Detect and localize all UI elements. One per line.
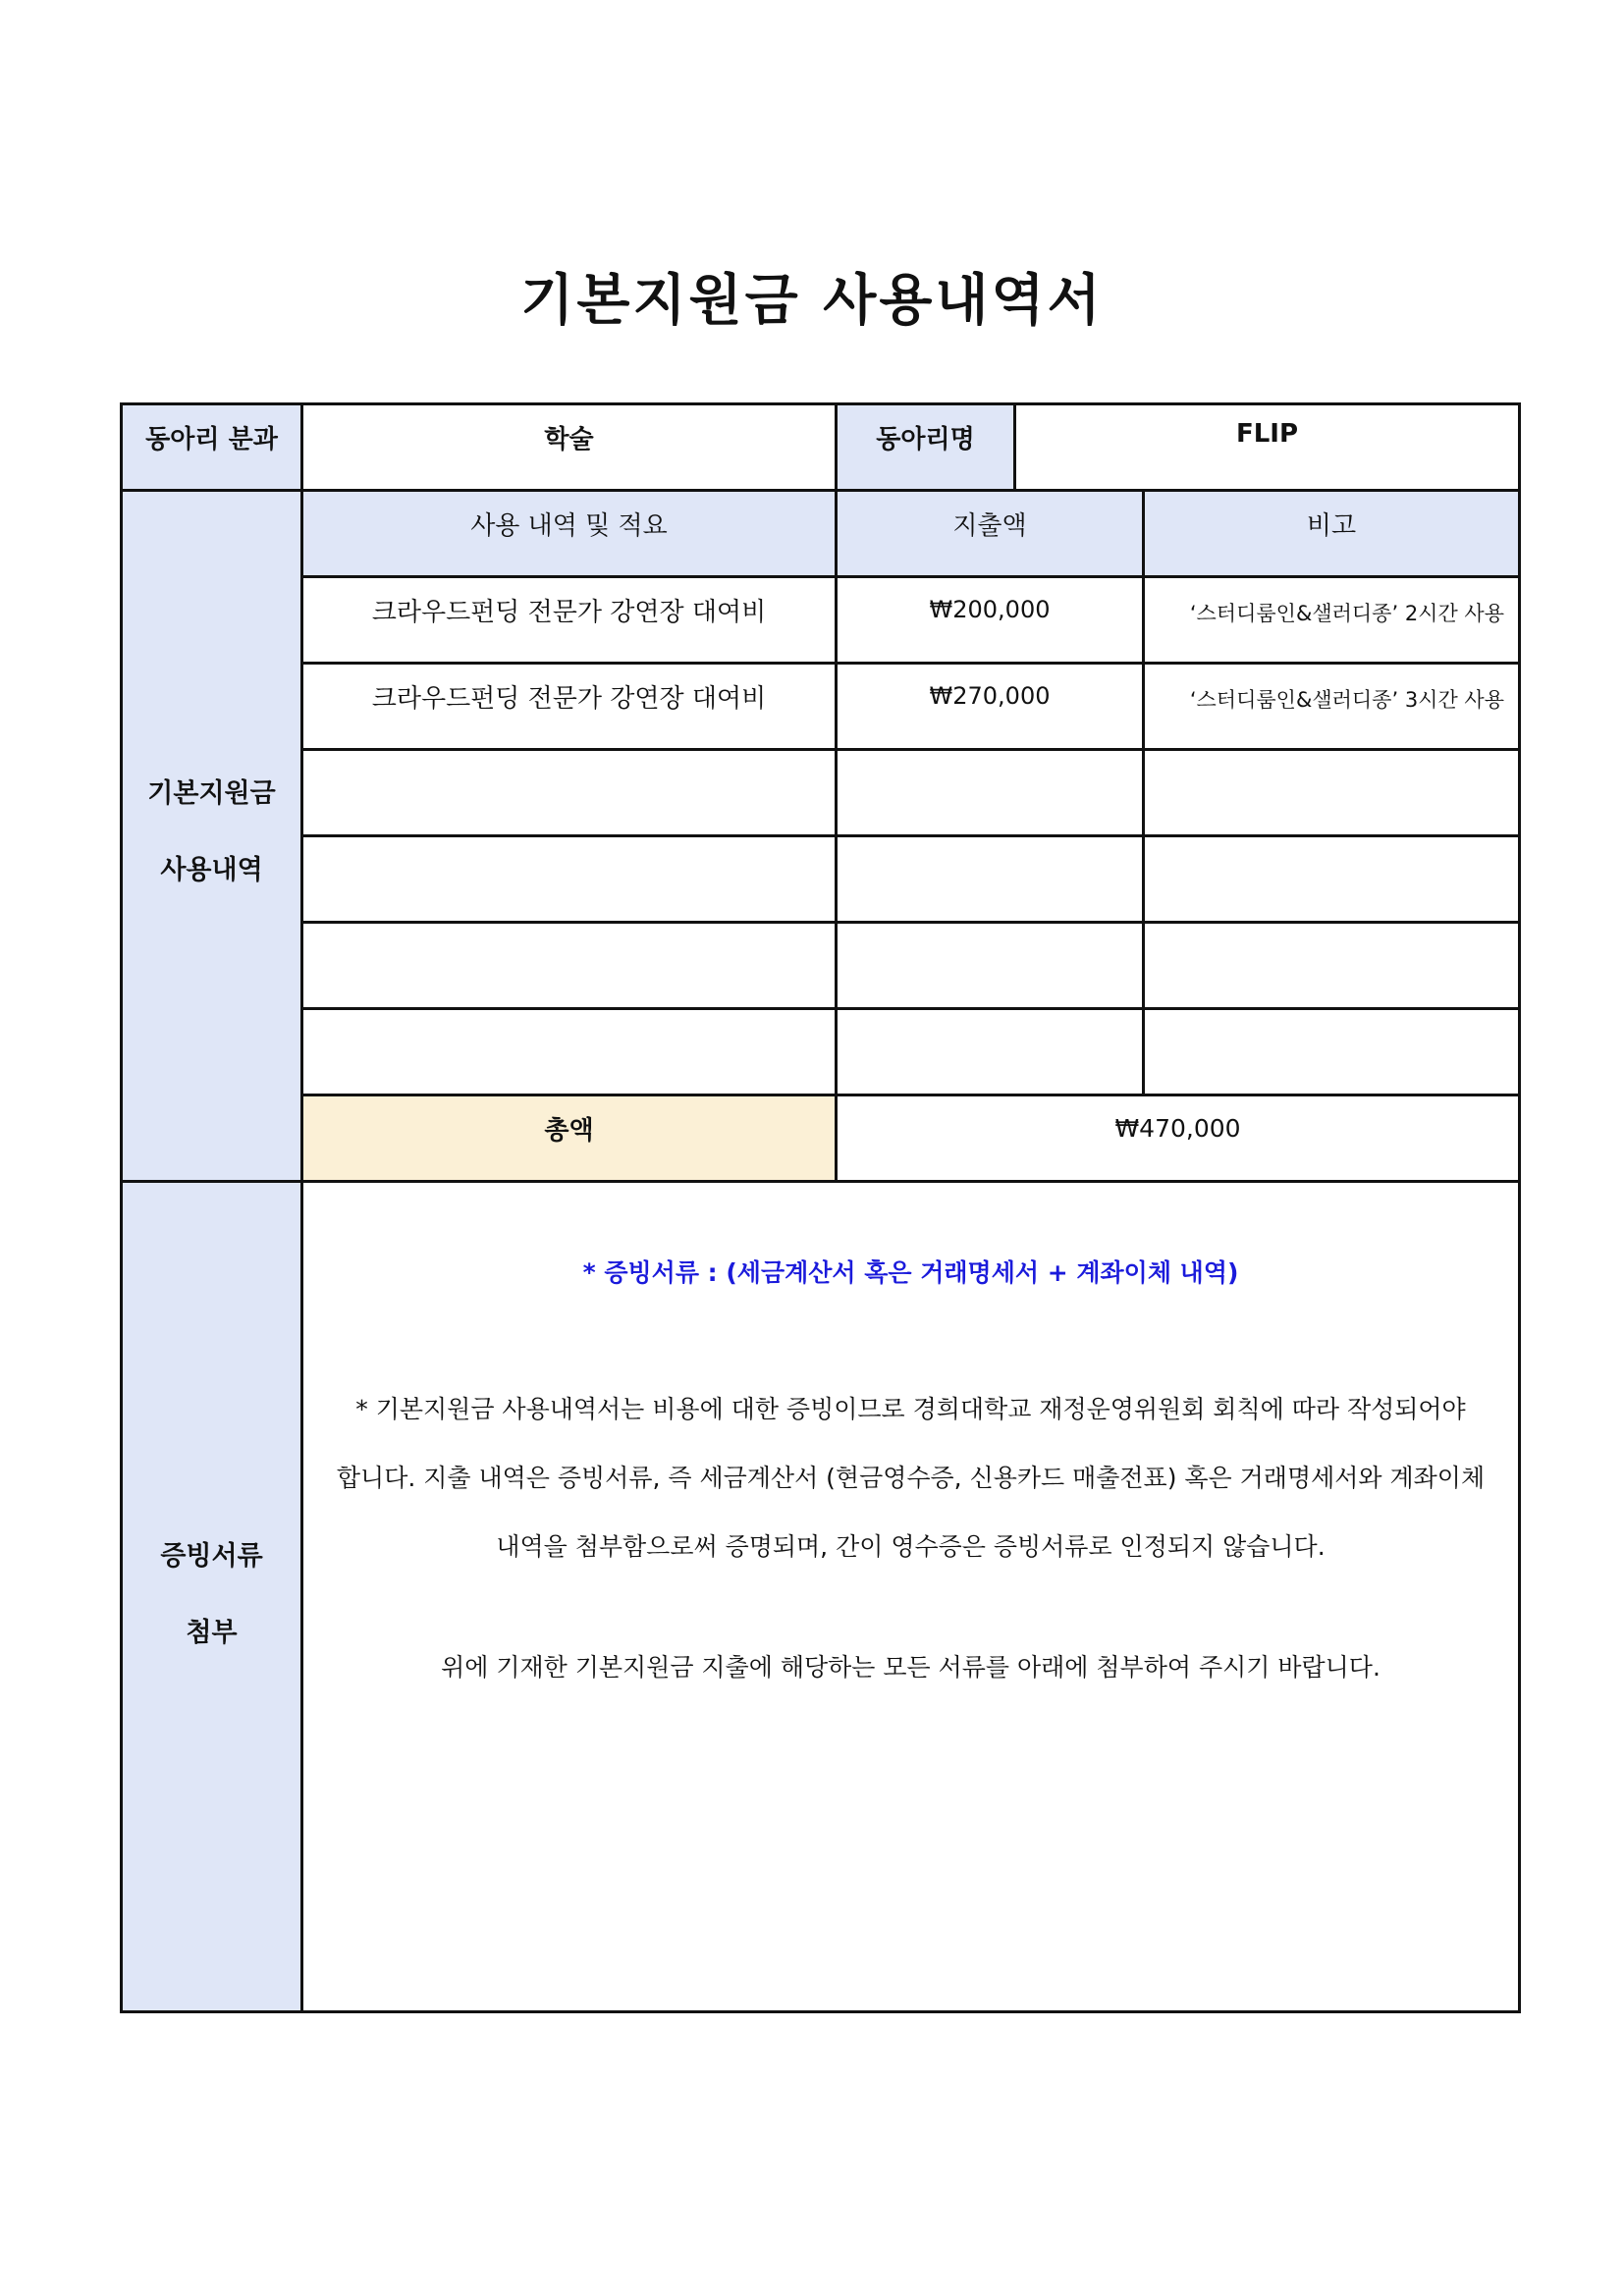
row-desc-cell[interactable] xyxy=(302,1009,837,1095)
total-value-cell[interactable] xyxy=(837,1095,1520,1182)
row-desc-cell[interactable]: 크라우드펀딩 전문가 강연장 대여비 xyxy=(302,664,837,750)
row-amount-cell[interactable]: ₩200,000 xyxy=(837,577,1144,664)
proof-notice: * 기본지원금 사용내역서는 비용에 대한 증빙이므로 경희대학교 재정운영위원회 회칙에 따라 작성되어야 합니다. 지출 내역은 증빙서류, 즉 세금계산서 (현금영수증, 신용카드 매출전표) 혹은 거래명세서와 계좌이체 내역을 첨부함으로써 증명되며, 간이 영수증은 증빙서류로 인정되지 않습니다. xyxy=(336,1395,1486,1561)
row-amount-cell[interactable] xyxy=(837,1009,1144,1095)
club-value: FLIP xyxy=(1235,419,1299,449)
club-label-cell xyxy=(837,404,1015,491)
total-label: 총액 xyxy=(544,1116,594,1146)
required-docs-note: * 증빙서류 : (세금계산서 혹은 거래명세서 + 계좌이체 내역) xyxy=(582,1258,1239,1287)
club-label: 동아리명 xyxy=(876,425,975,454)
row-note-cell[interactable] xyxy=(1144,836,1520,923)
table-row xyxy=(122,664,1520,750)
row-amount-cell[interactable] xyxy=(837,750,1144,836)
usage-section-label-line2: 사용내역 xyxy=(160,855,263,885)
usage-section-label-cell xyxy=(122,491,302,1182)
row-note-cell[interactable]: ‘스터디룸인&샐러디종’ 2시간 사용 xyxy=(1144,577,1520,664)
table-row xyxy=(122,750,1520,836)
row-desc-cell[interactable] xyxy=(302,750,837,836)
usage-section-label-line1: 기본지원금 xyxy=(147,778,276,809)
row-desc-cell[interactable] xyxy=(302,923,837,1009)
table-row xyxy=(122,1009,1520,1095)
row-amount-cell[interactable] xyxy=(837,923,1144,1009)
usage-form-table xyxy=(120,402,1521,2013)
proof-section-label-line2: 첨부 xyxy=(186,1618,238,1648)
row-note-cell[interactable] xyxy=(1144,1009,1520,1095)
row-note-cell[interactable] xyxy=(1144,923,1520,1009)
table-row xyxy=(122,923,1520,1009)
category-label: 동아리 분과 xyxy=(145,425,278,454)
table-row xyxy=(122,836,1520,923)
row-amount-cell[interactable] xyxy=(837,836,1144,923)
proof-content-cell xyxy=(302,1182,1520,2012)
club-value-cell[interactable] xyxy=(1015,404,1520,491)
col-desc-header: 사용 내역 및 적요 xyxy=(302,491,837,577)
category-value: 학술 xyxy=(544,425,594,454)
table-row xyxy=(122,577,1520,664)
col-amount-header: 지출액 xyxy=(837,491,1144,577)
total-label-cell xyxy=(302,1095,837,1182)
row-desc-cell[interactable] xyxy=(302,836,837,923)
row-note-cell[interactable] xyxy=(1144,750,1520,836)
row-note-cell[interactable]: ‘스터디룸인&샐러디종’ 3시간 사용 xyxy=(1144,664,1520,750)
page-title: 기본지원금 사용내역서 xyxy=(520,269,1104,333)
category-value-cell[interactable] xyxy=(302,404,837,491)
row-amount-cell[interactable]: ₩270,000 xyxy=(837,664,1144,750)
proof-closing: 위에 기재한 기본지원금 지출에 해당하는 모든 서류를 아래에 첨부하여 주시기 바랍니다. xyxy=(441,1653,1380,1682)
category-label-cell xyxy=(122,404,302,491)
col-note-header: 비고 xyxy=(1144,491,1520,577)
proof-section-label-cell xyxy=(122,1182,302,2012)
proof-section-label-line1: 증빙서류 xyxy=(160,1541,263,1572)
total-value: ₩470,000 xyxy=(1114,1114,1241,1143)
row-desc-cell[interactable]: 크라우드펀딩 전문가 강연장 대여비 xyxy=(302,577,837,664)
